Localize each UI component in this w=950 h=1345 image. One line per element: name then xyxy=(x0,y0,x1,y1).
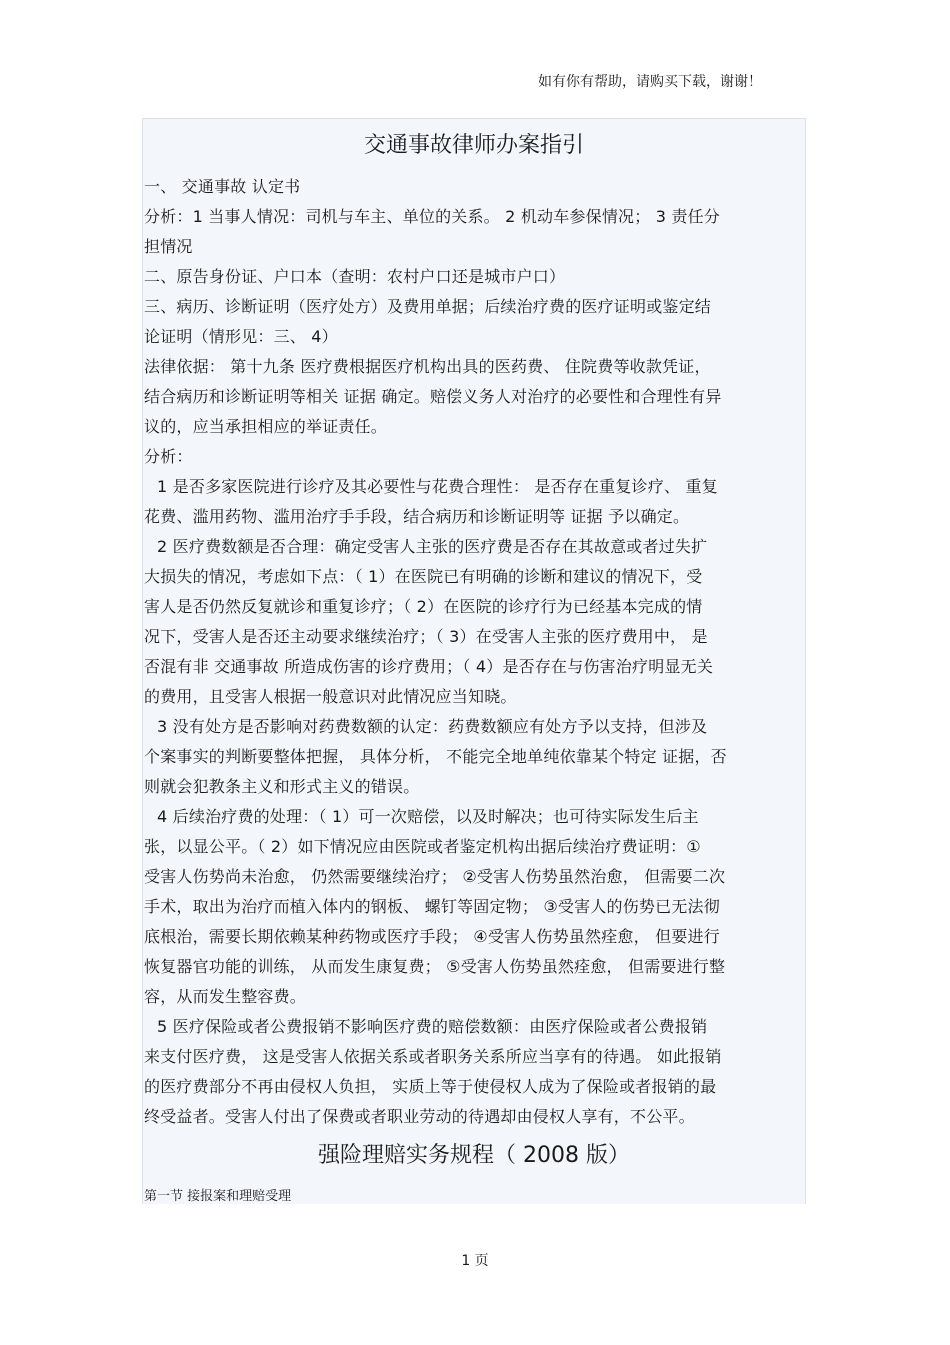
text-line: 二、原告身份证、户口本（查明：农村户口还是城市户口） xyxy=(144,267,566,286)
text-line: 一、 交通事故 认定书 xyxy=(144,177,301,196)
text-line: 况下，受害人是否还主动要求继续治疗；（ 3）在受害人主张的医疗费用中， 是 xyxy=(144,627,708,646)
text-line: 受害人伤势尚未治愈， 仍然需要继续治疗； ②受害人伤势虽然治愈， 但需要二次 xyxy=(144,867,726,886)
text-line: 议的，应当承担相应的举证责任。 xyxy=(144,417,388,436)
text-line: 4 后续治疗费的处理：（ 1）可一次赔偿，以及时解决；也可待实际发生后主 xyxy=(157,807,699,826)
text-line: 的医疗费部分不再由侵权人负担， 实质上等于使侵权人成为了保险或者报销的最 xyxy=(144,1077,717,1096)
text-line: 底根治，需要长期依赖某种药物或医疗手段； ④受害人伤势虽然痊愈， 但要进行 xyxy=(144,927,720,946)
document-title: 交通事故律师办案指引 xyxy=(363,133,584,158)
text-line: 5 医疗保险或者公费报销不影响医疗费的赔偿数额：由医疗保险或者公费报销 xyxy=(157,1017,708,1036)
text-line: 容，从而发生整容费。 xyxy=(144,987,307,1006)
page-number: 1 页 xyxy=(461,1253,489,1269)
text-line: 花费、滥用药物、滥用治疗手手段，结合病历和诊断证明等 证据 予以确定。 xyxy=(144,507,690,526)
text-line: 害人是否仍然反复就诊和重复诊疗；（ 2）在医院的诊疗行为已经基本完成的情 xyxy=(144,597,703,616)
text-line: 三、病历、诊断证明（医疗处方）及费用单据；后续治疗费的医疗证明或鉴定结 xyxy=(144,297,712,316)
text-line: 来支付医疗费， 这是受害人依据关系或者职务关系所应当享有的待遇。 如此报销 xyxy=(144,1047,722,1066)
text-line: 3 没有处方是否影响对药费数额的认定：药费数额应有处方予以支持，但涉及 xyxy=(157,717,708,736)
text-line: 个案事实的判断要整体把握， 具体分析， 不能完全地单纯依靠某个特定 证据，否 xyxy=(144,747,727,766)
header-note: 如有你有帮助，请购买下载，谢谢！ xyxy=(538,74,762,90)
text-line: 论证明（情形见：三、 4） xyxy=(144,327,338,346)
sub-section-heading: 第一节 接报案和理赔受理 xyxy=(144,1189,292,1204)
text-line: 分析： xyxy=(144,447,193,466)
text-line: 张，以显公平。（ 2）如下情况应由医院或者鉴定机构出据后续治疗费证明：① xyxy=(144,837,701,856)
text-line: 1 是否多家医院进行诊疗及其必要性与花费合理性： 是否存在重复诊疗、 重复 xyxy=(157,477,718,496)
text-line: 大损失的情况，考虑如下点：（ 1）在医院已有明确的诊断和建议的情况下，受 xyxy=(144,567,703,586)
text-line: 否混有非 交通事故 所造成伤害的诊疗费用；（ 4）是否存在与伤害治疗明显无关 xyxy=(144,657,714,676)
text-line: 终受益者。受害人付出了保费或者职业劳动的待遇却由侵权人享有，不公平。 xyxy=(144,1107,695,1126)
text-line: 的费用，且受害人根据一般意识对此情况应当知晓。 xyxy=(144,687,517,706)
text-line: 手术，取出为治疗而植入体内的钢板、 螺钉等固定物； ③受害人的伤势已无法彻 xyxy=(144,897,720,916)
text-line: 分析：1 当事人情况：司机与车主、单位的关系。 2 机动车参保情况； 3 责任分 xyxy=(144,207,720,226)
text-line: 2 医疗费数额是否合理：确定受害人主张的医疗费是否存在其故意或者过失扩 xyxy=(157,537,708,556)
section-title: 强险理赔实务规程（ 2008 版） xyxy=(318,1143,630,1168)
text-line: 则就会犯教条主义和形式主义的错误。 xyxy=(144,777,420,796)
text-line: 结合病历和诊断证明等相关 证据 确定。赔偿义务人对治疗的必要性和合理性有异 xyxy=(144,387,722,406)
text-line: 担情况 xyxy=(144,237,193,256)
text-line: 恢复器官功能的训练， 从而发生康复费； ⑤受害人伤势虽然痊愈， 但需要进行整 xyxy=(144,957,726,976)
text-line: 法律依据： 第十九条 医疗费根据医疗机构出具的医药费、 住院费等收款凭证， xyxy=(144,357,711,376)
